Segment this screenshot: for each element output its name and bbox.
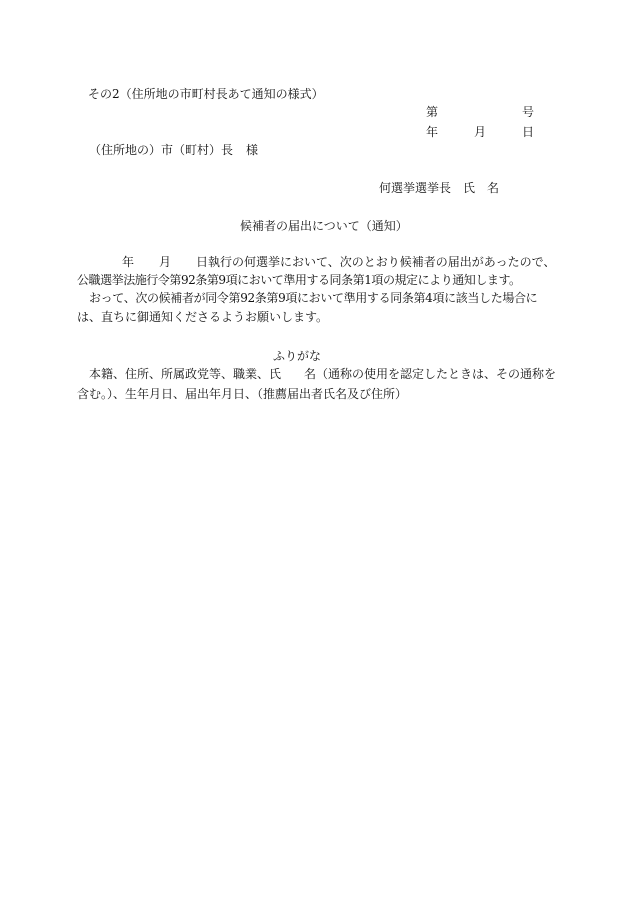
document-date-line [426, 124, 534, 140]
sender-name-label-1: 氏 [463, 181, 476, 195]
form-label: その2（住所地の市町村長あて通知の様式） [88, 87, 324, 101]
subject-title: 候補者の届出について（通知） [240, 219, 408, 233]
addressee-text: （住所地の）市（町村）長 [89, 143, 234, 157]
sender-name-label-2: 名 [487, 181, 500, 195]
number-suffix: 号 [522, 105, 535, 119]
list-line-1 [89, 366, 556, 382]
sender-title: 何選挙選挙長 [379, 181, 452, 195]
date-month: 月 [474, 125, 487, 139]
body-year: 年 [122, 255, 135, 269]
list-line-1-b: 名（通称の使用を認定したときは、その通称を [304, 367, 557, 381]
body-month: 月 [159, 255, 172, 269]
body-paragraph-1-line-1 [122, 254, 555, 270]
number-prefix: 第 [426, 105, 439, 119]
list-line-2: 含む。）、生年月日、届出年月日、（推薦届出者氏名及び住所） [77, 387, 408, 401]
document-number-line [426, 104, 534, 120]
sender-line [379, 180, 499, 196]
addressee [89, 142, 258, 158]
body-paragraph-2-line-2: は、直ちに御通知くださるようお願いします。 [77, 310, 329, 324]
date-year: 年 [426, 125, 439, 139]
addressee-honorific: 様 [246, 143, 259, 157]
body-paragraph-1-line-2: 公職選挙法施行令第92条第9項において準用する同条第1項の規定により通知します。 [77, 273, 521, 287]
date-day: 日 [522, 125, 535, 139]
list-line-1-a: 本籍、住所、所属政党等、職業、氏 [89, 367, 282, 381]
body-paragraph-2-line-1: おって、次の候補者が同令第92条第9項において準用する同条第4項に該当した場合に [89, 291, 538, 305]
body-rest: 日執行の何選挙において、次のとおり候補者の届出があったので、 [196, 255, 556, 269]
furigana-label: ふりがな [273, 349, 322, 363]
